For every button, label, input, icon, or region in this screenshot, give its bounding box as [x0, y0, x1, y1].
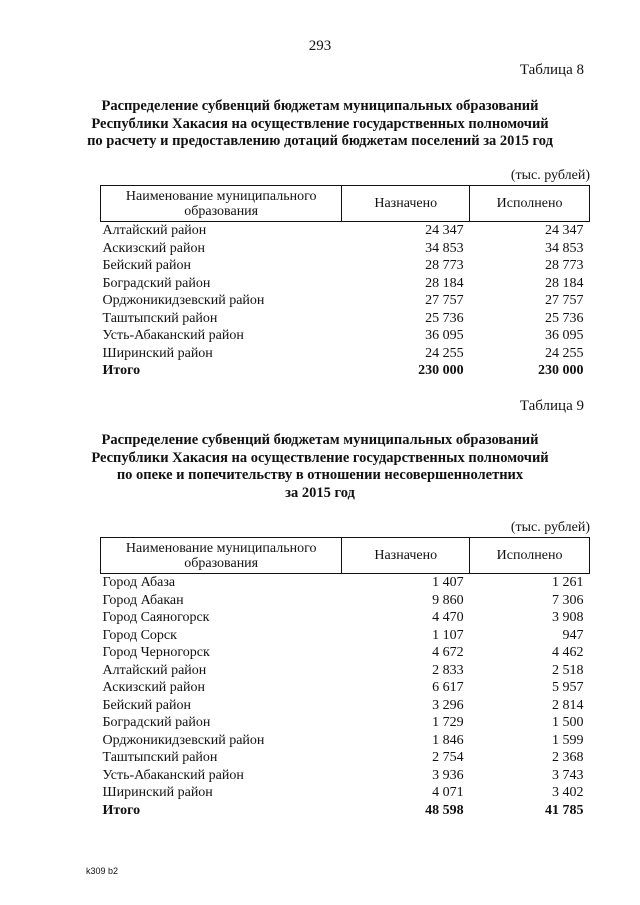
table-row	[101, 240, 590, 258]
table-9-heading-line: Распределение субвенций бюджетам муниципальных образований	[101, 432, 539, 448]
cell-name: Боградский район	[102, 275, 211, 291]
table-row	[101, 257, 590, 275]
cell-name: Итого	[102, 363, 141, 378]
footer-code: k309 b2	[86, 866, 119, 876]
table-9-heading-line: по опеке и попечительству в отношении несовершеннолетних	[116, 467, 524, 483]
cell-name: Ширинский район	[102, 785, 213, 800]
cell-executed: 36 095	[545, 328, 584, 343]
cell-executed: 230 000	[538, 363, 584, 378]
table-row	[101, 574, 590, 592]
cell-assigned: 28 773	[425, 258, 464, 273]
cell-assigned: 25 736	[425, 310, 464, 326]
table-row	[101, 732, 590, 750]
cell-executed: 3 743	[552, 767, 584, 783]
cell-executed: 25 736	[545, 310, 584, 326]
column-header-name: Наименование муниципального образования	[101, 186, 342, 222]
cell-executed: 3 908	[552, 610, 584, 625]
cell-executed: 28 773	[545, 258, 584, 273]
table-8-body	[101, 222, 590, 380]
table-total-row	[101, 362, 590, 380]
column-header-assigned: Назначено	[342, 538, 470, 574]
cell-assigned: 1 729	[432, 715, 464, 730]
cell-assigned: 1 407	[432, 575, 464, 590]
cell-assigned: 3 296	[432, 697, 464, 713]
cell-name: Город Сорск	[102, 627, 177, 643]
cell-executed: 7 306	[552, 592, 584, 608]
cell-executed: 27 757	[545, 293, 584, 308]
table-total-row	[101, 802, 590, 820]
table-row	[101, 784, 590, 802]
cell-name: Аскизский район	[102, 680, 205, 695]
column-header-name: Наименование муниципального образования	[101, 538, 342, 574]
cell-executed: 947	[562, 627, 584, 643]
cell-assigned: 48 598	[425, 802, 464, 818]
cell-executed: 2 518	[552, 662, 584, 678]
cell-assigned: 3 936	[432, 767, 464, 783]
cell-executed: 1 261	[552, 575, 584, 590]
cell-assigned: 1 846	[432, 732, 464, 748]
cell-executed: 34 853	[545, 240, 584, 256]
cell-assigned: 1 107	[432, 627, 464, 643]
table-8-heading	[0, 98, 640, 151]
cell-name: Ширинский район	[102, 345, 213, 361]
cell-name: Аскизский район	[102, 240, 205, 256]
cell-assigned: 2 754	[432, 750, 464, 765]
table-row	[101, 327, 590, 345]
cell-executed: 28 184	[545, 275, 584, 291]
cell-name: Боградский район	[102, 715, 211, 730]
table-9-heading-line: Республики Хакасия на осуществление государственных полномочий	[91, 449, 549, 466]
table-9-units: (тыс. рублей)	[510, 520, 590, 535]
table-row	[101, 662, 590, 680]
table-8-heading-line: Распределение субвенций бюджетам муниципальных образований	[101, 98, 539, 114]
cell-name: Алтайский район	[102, 662, 207, 678]
cell-name: Орджоникидзевский район	[102, 293, 265, 308]
cell-name: Город Абаза	[102, 575, 176, 590]
table-row	[101, 345, 590, 363]
table-row	[101, 644, 590, 662]
cell-name: Орджоникидзевский район	[102, 732, 265, 748]
table-row	[101, 714, 590, 732]
cell-assigned: 24 347	[425, 223, 464, 238]
table-8-heading-line: Республики Хакасия на осуществление государственных полномочий	[91, 115, 549, 132]
table-row	[101, 767, 590, 785]
cell-executed: 4 462	[552, 645, 584, 660]
cell-name: Город Черногорск	[102, 645, 210, 660]
table-row	[101, 609, 590, 627]
table-row	[101, 697, 590, 715]
table-row	[101, 292, 590, 310]
cell-assigned: 24 255	[425, 345, 464, 361]
cell-executed: 41 785	[545, 802, 584, 818]
table-header-row	[101, 538, 590, 574]
table-9-body	[101, 574, 590, 820]
cell-name: Город Саяногорск	[102, 610, 210, 625]
cell-executed: 1 500	[552, 715, 584, 730]
table-8	[100, 185, 590, 380]
table-row	[101, 627, 590, 645]
table-row	[101, 679, 590, 697]
cell-name: Таштыпский район	[102, 750, 218, 765]
cell-assigned: 2 833	[432, 662, 464, 678]
cell-name: Таштыпский район	[102, 310, 218, 326]
page-number: 293	[308, 38, 332, 54]
cell-assigned: 28 184	[425, 275, 464, 291]
table-9	[100, 537, 590, 819]
column-header-assigned: Назначено	[342, 186, 470, 222]
cell-assigned: 34 853	[425, 240, 464, 256]
cell-assigned: 4 470	[432, 610, 464, 625]
cell-executed: 5 957	[552, 680, 584, 695]
cell-name: Усть-Абаканский район	[102, 767, 244, 783]
cell-executed: 1 599	[552, 732, 584, 748]
table-row	[101, 749, 590, 767]
table-8-label: Таблица 8	[519, 62, 584, 78]
cell-executed: 2 814	[552, 697, 584, 713]
table-row	[101, 592, 590, 610]
cell-assigned: 9 860	[432, 592, 464, 608]
table-row	[101, 310, 590, 328]
column-header-executed: Исполнено	[470, 186, 590, 222]
cell-assigned: 230 000	[418, 363, 464, 378]
cell-executed: 3 402	[552, 785, 584, 800]
column-header-executed: Исполнено	[470, 538, 590, 574]
table-8-units: (тыс. рублей)	[510, 168, 590, 183]
cell-assigned: 4 071	[432, 785, 464, 800]
table-9-heading-line: за 2015 год	[285, 484, 355, 501]
cell-executed: 24 347	[545, 223, 584, 238]
cell-assigned: 6 617	[432, 680, 464, 695]
cell-name: Город Абакан	[102, 592, 184, 608]
cell-name: Бейский район	[102, 697, 191, 713]
cell-name: Алтайский район	[102, 223, 207, 238]
cell-assigned: 27 757	[425, 293, 464, 308]
cell-executed: 2 368	[552, 750, 584, 765]
cell-name: Усть-Абаканский район	[102, 328, 244, 343]
cell-assigned: 4 672	[432, 645, 464, 660]
table-row	[101, 222, 590, 240]
table-header-row	[101, 186, 590, 222]
table-9-heading	[0, 432, 640, 502]
table-8-heading-line: по расчету и предоставлению дотаций бюджетам поселений за 2015 год	[87, 133, 553, 149]
table-9-label: Таблица 9	[519, 398, 584, 414]
cell-executed: 24 255	[545, 345, 584, 361]
cell-assigned: 36 095	[425, 328, 464, 343]
cell-name: Итого	[102, 802, 141, 818]
table-row	[101, 275, 590, 293]
cell-name: Бейский район	[102, 258, 191, 273]
